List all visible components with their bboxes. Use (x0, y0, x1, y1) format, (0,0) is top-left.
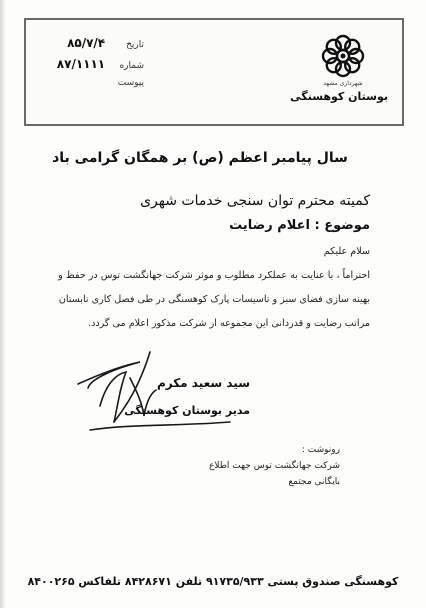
footer-contact: کوهسنگی صندوق پستی ۹۱۷۳۵/۹۳۳ تلفن ۸۴۲۸۶۷۱ تلفاکس ۸۴۰۰۲۶۵ (27, 575, 399, 588)
copies-title: رونوشت : (301, 445, 340, 455)
body-line: مراتب رضایت و قدردانی این مجموعه از شرکت مذکور اعلام می گردد. (88, 318, 370, 329)
subject-line: موضوع : اعلام رضایت (229, 218, 370, 233)
copies-section (209, 442, 340, 490)
letterhead-box (24, 18, 404, 126)
copy-recipient: شرکت جهانگشت توس جهت اطلاع (209, 461, 340, 471)
flower-logo-icon (317, 30, 369, 82)
copy-recipient: بایگانی مجتمع (288, 477, 340, 487)
signer-role: مدیر بوستان کوهسنگی (124, 404, 250, 417)
number-label: شماره (119, 61, 144, 71)
attachment-label: پیوست (117, 78, 144, 88)
year-slogan: سال پیامبر اعظم (ص) بر همگان گرامی باد (52, 150, 348, 166)
date-value: ۸۵/۷/۴ (67, 36, 106, 50)
attachment-row (34, 78, 144, 99)
handwritten-signature-icon (70, 344, 260, 440)
body-line: بهینه سازی فضای سبز و تاسیسات پارک کوهسنگی در طی فصل کاری تابستان (58, 294, 370, 305)
number-value: ۸۷/۱۱۱۱ (56, 57, 106, 71)
date-row (34, 36, 144, 57)
brand-tagline: شهرداری مشهد (323, 80, 363, 87)
body-line: احتراماً ، با عنایت به عملکرد مطلوب و موثر شرکت جهانگشت توس در حفظ و (58, 270, 370, 281)
brand-logo (290, 30, 388, 116)
date-label: تاریخ (126, 40, 144, 50)
signer-name: سید سعید مکرم (156, 376, 250, 390)
signature-block (70, 344, 260, 440)
brand-name: بوستان کوهسنگی (290, 90, 388, 103)
letter-meta (34, 36, 144, 99)
greeting: سلام علیکم (323, 246, 370, 257)
letter-body (22, 240, 370, 336)
recipient: کمیته محترم توان سنجی خدمات شهری (140, 193, 370, 209)
number-row (34, 57, 144, 78)
